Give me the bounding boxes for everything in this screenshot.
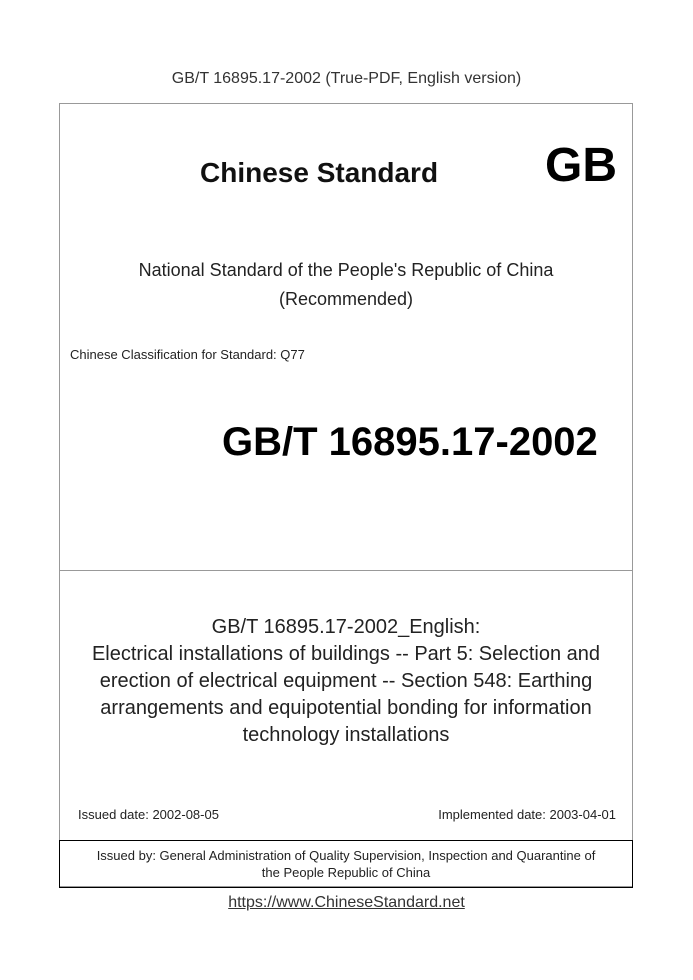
title-line-2: Electrical installations of buildings -- Part 5: Selection and (91, 643, 601, 665)
national-standard-label (59, 256, 633, 314)
title-line-5: technology installations (242, 724, 450, 746)
implemented-date: Implemented date: 2003-04-01 (438, 807, 616, 822)
cover-frame (59, 103, 633, 887)
title-line-1: GB/T 16895.17-2002_English: (211, 616, 481, 638)
section-divider (59, 570, 633, 571)
website-link[interactable]: https://www.ChineseStandard.net (228, 894, 465, 911)
standard-title (59, 614, 633, 749)
issuer-line-2: the People Republic of China (261, 865, 431, 880)
standard-type-heading: Chinese Standard (200, 157, 439, 188)
national-line-1: National Standard of the People's Republic of China (138, 260, 554, 280)
issuer-line-1: Issued by: General Administration of Quality Supervision, Inspection and Quarantine of (96, 848, 596, 863)
title-line-3: erection of electrical equipment -- Section 548: Earthing (99, 670, 593, 692)
document-header: GB/T 16895.17-2002 (True-PDF, English version) (171, 70, 522, 87)
standard-number: GB/T 16895.17-2002 (222, 420, 598, 464)
issued-date: Issued date: 2002-08-05 (78, 807, 219, 822)
gb-mark: GB (545, 139, 617, 192)
issuer-box (59, 840, 633, 888)
national-line-2: (Recommended) (278, 289, 414, 309)
title-line-4: arrangements and equipotential bonding for information (100, 697, 592, 719)
classification-label: Chinese Classification for Standard: Q77 (70, 347, 305, 362)
